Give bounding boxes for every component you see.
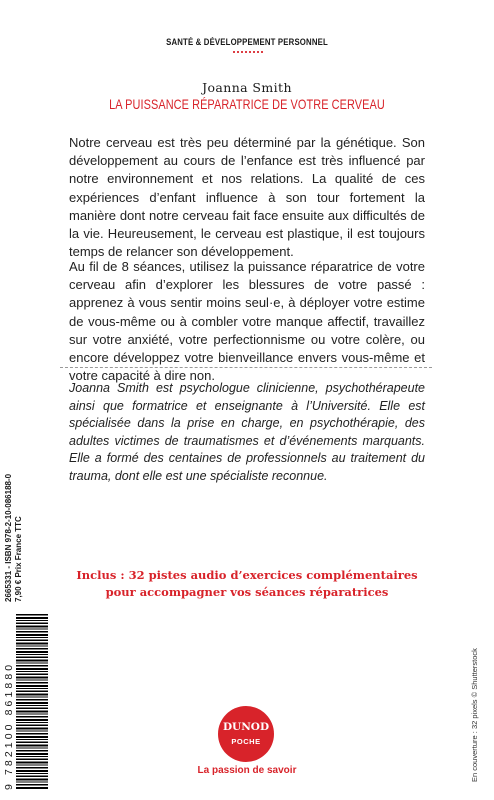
barcode (4, 614, 48, 790)
publisher-tagline: La passion de savoir (197, 765, 297, 776)
collection-dots (232, 51, 264, 53)
price-line: 7,90 € Prix France TTC (14, 516, 23, 602)
dunod-poche-logo (218, 706, 274, 762)
author-name: Joanna Smith (202, 80, 292, 95)
author-bio (69, 380, 425, 485)
barcode-bars (16, 614, 48, 790)
logo-line-2: POCHE (231, 737, 261, 746)
isbn-text (4, 474, 24, 602)
cover-credit (470, 640, 484, 782)
cover-credit-text: En couverture : 32 pixels © Shutterstock (470, 648, 479, 782)
bonus-line-1: Inclus : 32 pistes audio d’exercices complémentaires (76, 568, 418, 582)
bio-author-name: Joanna Smith (69, 381, 149, 395)
section-separator (60, 367, 432, 368)
description-paragraph-2: Au fil de 8 séances, utilisez la puissance réparatrice de votre cerveau afin d’explorer les blessures de votre passé : apprenez à vous sentir moins seul·e, à déployer votre estime de vous-même ou à combler votre manque affectif, travaillez sur votre anxiété, votre perfectionnisme ou votre colère, ou encore développez votre bienveillance envers vous-même et votre capacité à dire non. (69, 259, 425, 384)
book-title: LA PUISSANCE RÉPARATRICE DE VOTRE CERVEAU (109, 96, 385, 112)
bonus-line-2: pour accompagner vos séances réparatrices (105, 585, 389, 599)
barcode-number: 9 782100 861880 (3, 661, 15, 790)
collection-label: SANTÉ & DÉVELOPPEMENT PERSONNEL (166, 37, 328, 48)
bio-text: est psychologue clinicienne, psychothérapeute ainsi que formatrice et enseignante à l’Université. Elle est spécialisée dans la prise en charge, en psychothérapie, des adultes victimes de traumatismes et d’événements marquants. Elle a formé des centaines de professionnels au traitement du trauma, dont elle est une spécialiste reconnue. (69, 381, 425, 483)
bonus-notice (0, 567, 494, 601)
isbn-line: 2665331 - ISBN 978-2-10-086188-0 (4, 473, 13, 602)
logo-line-1: DUNOD (222, 721, 270, 733)
isbn-block (4, 473, 30, 602)
description-paragraph-1: Notre cerveau est très peu déterminé par la génétique. Son développement au cours de l’enfance est très influencé par notre environnement et nos relations. La qualité de ces expériences d’enfant influence à son tour fortement la manière dont notre cerveau fait face ensuite aux difficultés de la vie. Heureusement, le cerveau est plastique, il est toujours temps de relancer son développement. (69, 135, 425, 260)
